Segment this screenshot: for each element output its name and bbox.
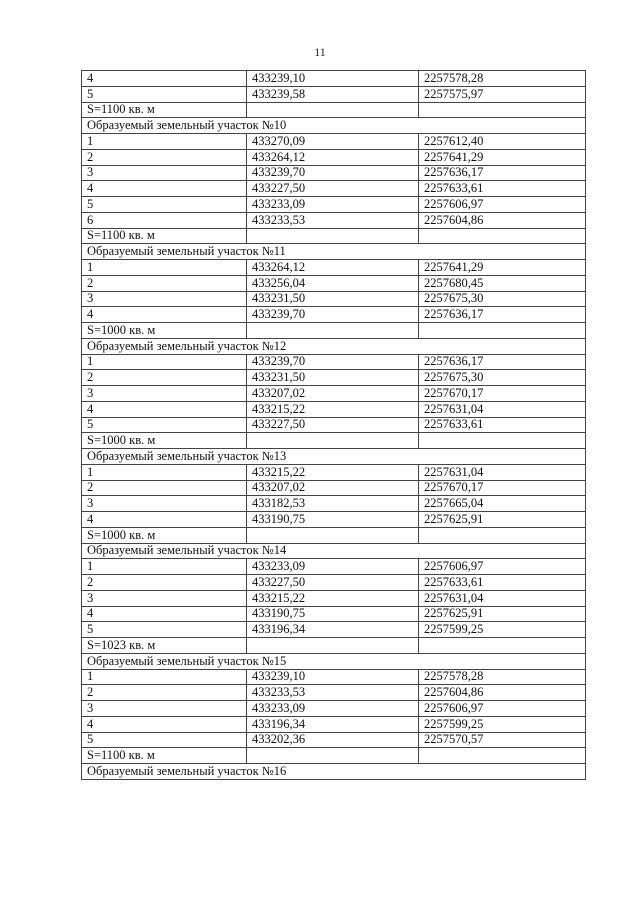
- table-row: [82, 212, 586, 228]
- coordinates-table: [81, 70, 586, 780]
- table-row: [82, 732, 586, 748]
- area-row: [82, 433, 586, 449]
- empty-cell: [247, 323, 419, 339]
- area-cell: S=1100 кв. м: [82, 748, 247, 764]
- empty-cell: [419, 433, 586, 449]
- empty-cell: [247, 102, 419, 118]
- table-row: [82, 134, 586, 150]
- point-number-cell: 4: [82, 512, 247, 528]
- area-row: [82, 638, 586, 654]
- x-coordinate-cell: 433215,22: [247, 464, 419, 480]
- x-coordinate-cell: 433231,50: [247, 370, 419, 386]
- table-row: [82, 590, 586, 606]
- table-row: [82, 685, 586, 701]
- parcel-header-cell: Образуемый земельный участок №16: [82, 764, 586, 780]
- point-number-cell: 3: [82, 165, 247, 181]
- table-row: [82, 559, 586, 575]
- empty-cell: [247, 527, 419, 543]
- parcel-header-row: [82, 338, 586, 354]
- x-coordinate-cell: 433233,09: [247, 559, 419, 575]
- table-row: [82, 669, 586, 685]
- table-row: [82, 370, 586, 386]
- table-row: [82, 307, 586, 323]
- x-coordinate-cell: 433182,53: [247, 496, 419, 512]
- y-coordinate-cell: 2257606,97: [419, 197, 586, 213]
- y-coordinate-cell: 2257625,91: [419, 512, 586, 528]
- area-row: [82, 748, 586, 764]
- table-row: [82, 512, 586, 528]
- y-coordinate-cell: 2257578,28: [419, 71, 586, 87]
- x-coordinate-cell: 433227,50: [247, 417, 419, 433]
- point-number-cell: 4: [82, 606, 247, 622]
- parcel-header-row: [82, 244, 586, 260]
- empty-cell: [419, 527, 586, 543]
- y-coordinate-cell: 2257670,17: [419, 386, 586, 402]
- point-number-cell: 2: [82, 275, 247, 291]
- y-coordinate-cell: 2257633,61: [419, 181, 586, 197]
- point-number-cell: 5: [82, 417, 247, 433]
- y-coordinate-cell: 2257641,29: [419, 260, 586, 276]
- table-row: [82, 260, 586, 276]
- empty-cell: [419, 748, 586, 764]
- x-coordinate-cell: 433239,70: [247, 307, 419, 323]
- x-coordinate-cell: 433190,75: [247, 512, 419, 528]
- area-cell: S=1100 кв. м: [82, 228, 247, 244]
- table-row: [82, 417, 586, 433]
- table-row: [82, 181, 586, 197]
- x-coordinate-cell: 433239,10: [247, 669, 419, 685]
- x-coordinate-cell: 433239,70: [247, 165, 419, 181]
- y-coordinate-cell: 2257631,04: [419, 590, 586, 606]
- point-number-cell: 4: [82, 401, 247, 417]
- x-coordinate-cell: 433239,70: [247, 354, 419, 370]
- x-coordinate-cell: 433231,50: [247, 291, 419, 307]
- table-row: [82, 716, 586, 732]
- parcel-header-row: [82, 118, 586, 134]
- y-coordinate-cell: 2257612,40: [419, 134, 586, 150]
- empty-cell: [247, 433, 419, 449]
- x-coordinate-cell: 433215,22: [247, 401, 419, 417]
- y-coordinate-cell: 2257606,97: [419, 701, 586, 717]
- point-number-cell: 4: [82, 307, 247, 323]
- y-coordinate-cell: 2257606,97: [419, 559, 586, 575]
- y-coordinate-cell: 2257675,30: [419, 370, 586, 386]
- parcel-header-row: [82, 543, 586, 559]
- y-coordinate-cell: 2257670,17: [419, 480, 586, 496]
- point-number-cell: 5: [82, 622, 247, 638]
- y-coordinate-cell: 2257636,17: [419, 354, 586, 370]
- point-number-cell: 3: [82, 291, 247, 307]
- area-cell: S=1000 кв. м: [82, 433, 247, 449]
- table-row: [82, 86, 586, 102]
- empty-cell: [419, 102, 586, 118]
- parcel-header-cell: Образуемый земельный участок №15: [82, 653, 586, 669]
- y-coordinate-cell: 2257599,25: [419, 716, 586, 732]
- point-number-cell: 2: [82, 685, 247, 701]
- x-coordinate-cell: 433233,53: [247, 212, 419, 228]
- point-number-cell: 5: [82, 86, 247, 102]
- empty-cell: [247, 638, 419, 654]
- area-cell: S=1023 кв. м: [82, 638, 247, 654]
- parcel-header-cell: Образуемый земельный участок №13: [82, 449, 586, 465]
- table-row: [82, 701, 586, 717]
- y-coordinate-cell: 2257665,04: [419, 496, 586, 512]
- page-number: 11: [314, 45, 326, 59]
- point-number-cell: 5: [82, 732, 247, 748]
- point-number-cell: 3: [82, 590, 247, 606]
- x-coordinate-cell: 433233,09: [247, 701, 419, 717]
- y-coordinate-cell: 2257631,04: [419, 464, 586, 480]
- x-coordinate-cell: 433264,12: [247, 149, 419, 165]
- x-coordinate-cell: 433202,36: [247, 732, 419, 748]
- table-row: [82, 71, 586, 87]
- x-coordinate-cell: 433207,02: [247, 386, 419, 402]
- x-coordinate-cell: 433239,10: [247, 71, 419, 87]
- area-cell: S=1000 кв. м: [82, 527, 247, 543]
- point-number-cell: 1: [82, 464, 247, 480]
- area-row: [82, 527, 586, 543]
- point-number-cell: 3: [82, 496, 247, 512]
- y-coordinate-cell: 2257604,86: [419, 685, 586, 701]
- table-row: [82, 291, 586, 307]
- y-coordinate-cell: 2257641,29: [419, 149, 586, 165]
- point-number-cell: 5: [82, 197, 247, 213]
- y-coordinate-cell: 2257636,17: [419, 307, 586, 323]
- x-coordinate-cell: 433233,09: [247, 197, 419, 213]
- y-coordinate-cell: 2257633,61: [419, 417, 586, 433]
- y-coordinate-cell: 2257604,86: [419, 212, 586, 228]
- parcel-header-cell: Образуемый земельный участок №10: [82, 118, 586, 134]
- point-number-cell: 3: [82, 386, 247, 402]
- x-coordinate-cell: 433196,34: [247, 622, 419, 638]
- area-cell: S=1100 кв. м: [82, 102, 247, 118]
- x-coordinate-cell: 433196,34: [247, 716, 419, 732]
- coordinates-table-body: [82, 71, 586, 780]
- table-row: [82, 480, 586, 496]
- table-row: [82, 386, 586, 402]
- x-coordinate-cell: 433239,58: [247, 86, 419, 102]
- x-coordinate-cell: 433227,50: [247, 575, 419, 591]
- x-coordinate-cell: 433227,50: [247, 181, 419, 197]
- point-number-cell: 4: [82, 181, 247, 197]
- table-row: [82, 464, 586, 480]
- x-coordinate-cell: 433215,22: [247, 590, 419, 606]
- point-number-cell: 1: [82, 260, 247, 276]
- point-number-cell: 4: [82, 71, 247, 87]
- y-coordinate-cell: 2257599,25: [419, 622, 586, 638]
- empty-cell: [247, 228, 419, 244]
- area-row: [82, 228, 586, 244]
- table-row: [82, 354, 586, 370]
- table-row: [82, 275, 586, 291]
- y-coordinate-cell: 2257570,57: [419, 732, 586, 748]
- point-number-cell: 4: [82, 716, 247, 732]
- empty-cell: [419, 323, 586, 339]
- x-coordinate-cell: 433256,04: [247, 275, 419, 291]
- parcel-header-cell: Образуемый земельный участок №11: [82, 244, 586, 260]
- x-coordinate-cell: 433207,02: [247, 480, 419, 496]
- table-row: [82, 197, 586, 213]
- point-number-cell: 2: [82, 149, 247, 165]
- point-number-cell: 1: [82, 134, 247, 150]
- point-number-cell: 2: [82, 480, 247, 496]
- parcel-header-row: [82, 653, 586, 669]
- y-coordinate-cell: 2257636,17: [419, 165, 586, 181]
- point-number-cell: 6: [82, 212, 247, 228]
- parcel-header-row: [82, 764, 586, 780]
- y-coordinate-cell: 2257625,91: [419, 606, 586, 622]
- empty-cell: [419, 638, 586, 654]
- area-row: [82, 102, 586, 118]
- point-number-cell: 1: [82, 559, 247, 575]
- point-number-cell: 3: [82, 701, 247, 717]
- empty-cell: [247, 748, 419, 764]
- area-row: [82, 323, 586, 339]
- y-coordinate-cell: 2257578,28: [419, 669, 586, 685]
- point-number-cell: 1: [82, 669, 247, 685]
- parcel-header-cell: Образуемый земельный участок №12: [82, 338, 586, 354]
- x-coordinate-cell: 433233,53: [247, 685, 419, 701]
- x-coordinate-cell: 433264,12: [247, 260, 419, 276]
- table-row: [82, 622, 586, 638]
- y-coordinate-cell: 2257675,30: [419, 291, 586, 307]
- parcel-header-row: [82, 449, 586, 465]
- area-cell: S=1000 кв. м: [82, 323, 247, 339]
- y-coordinate-cell: 2257680,45: [419, 275, 586, 291]
- table-row: [82, 575, 586, 591]
- table-row: [82, 496, 586, 512]
- parcel-header-cell: Образуемый земельный участок №14: [82, 543, 586, 559]
- table-row: [82, 606, 586, 622]
- table-row: [82, 401, 586, 417]
- x-coordinate-cell: 433270,09: [247, 134, 419, 150]
- empty-cell: [419, 228, 586, 244]
- x-coordinate-cell: 433190,75: [247, 606, 419, 622]
- point-number-cell: 1: [82, 354, 247, 370]
- point-number-cell: 2: [82, 575, 247, 591]
- table-row: [82, 165, 586, 181]
- y-coordinate-cell: 2257633,61: [419, 575, 586, 591]
- table-row: [82, 149, 586, 165]
- point-number-cell: 2: [82, 370, 247, 386]
- y-coordinate-cell: 2257575,97: [419, 86, 586, 102]
- y-coordinate-cell: 2257631,04: [419, 401, 586, 417]
